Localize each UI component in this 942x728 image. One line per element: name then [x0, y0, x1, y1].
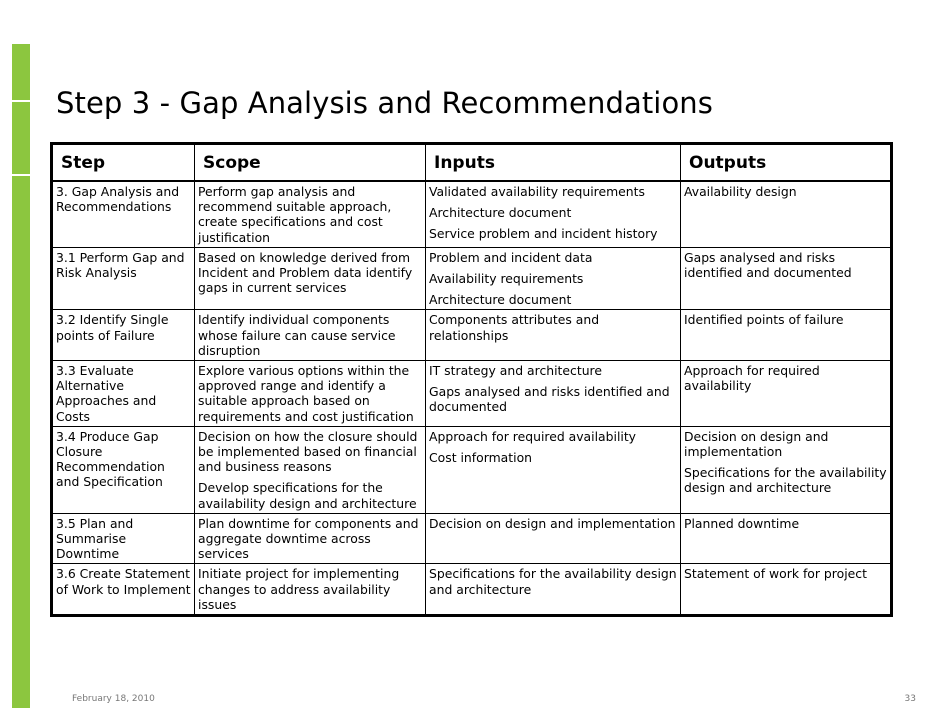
cell-outputs: [681, 247, 892, 310]
inputs-item: Gaps analysed and risks identified and documented: [429, 384, 670, 415]
table-row: [52, 181, 892, 247]
header-outputs: Outputs: [681, 144, 892, 182]
inputs-item: Specifications for the availability design and architecture: [429, 566, 677, 597]
cell-scope: [195, 564, 426, 616]
cell-outputs: [681, 181, 892, 247]
inputs-item: Architecture document: [429, 205, 572, 221]
cell-scope: [195, 361, 426, 427]
cell-step: 3.4 Produce Gap Closure Recommendation and Specification: [52, 426, 195, 513]
cell-step: 3.3 Evaluate Alternative Approaches and Costs: [52, 361, 195, 427]
cell-step: 3.2 Identify Single points of Failure: [52, 310, 195, 361]
cell-scope: [195, 426, 426, 513]
inputs-item: Cost information: [429, 450, 532, 466]
cell-step: 3.5 Plan and Summarise Downtime: [52, 513, 195, 564]
cell-inputs: [426, 310, 681, 361]
inputs-item: Components attributes and relationships: [429, 312, 600, 343]
cell-inputs: [426, 361, 681, 427]
gap-analysis-table: [50, 142, 893, 617]
header-inputs: Inputs: [426, 144, 681, 182]
outputs-item: Availability design: [684, 184, 797, 199]
inputs-item: Service problem and incident history: [429, 226, 658, 242]
cell-step: 3. Gap Analysis and Recommendations: [52, 181, 195, 247]
table-row: [52, 361, 892, 427]
inputs-item: Approach for required availability: [429, 428, 637, 444]
cell-outputs: [681, 564, 892, 616]
accent-bar-segment-bottom: [12, 176, 30, 708]
slide-title: Step 3 - Gap Analysis and Recommendations: [56, 86, 713, 120]
outputs-item: Identified points of failure: [684, 312, 844, 328]
cell-scope: [195, 181, 426, 247]
header-step: Step: [52, 144, 195, 182]
table-header-row: [52, 144, 892, 182]
scope-item: Develop specifications for the availability design and architecture: [198, 480, 417, 511]
outputs-item: Approach for required availability: [684, 363, 820, 394]
cell-step: 3.6 Create Statement of Work to Implement: [52, 564, 195, 616]
table-row: [52, 310, 892, 361]
cell-outputs: [681, 361, 892, 427]
table-body: [52, 181, 892, 616]
cell-inputs: [426, 513, 681, 564]
cell-outputs: [681, 310, 892, 361]
accent-bar: [12, 44, 30, 708]
table-row: [52, 247, 892, 310]
cell-inputs: [426, 181, 681, 247]
page-number: 33: [904, 694, 916, 704]
cell-outputs: [681, 513, 892, 564]
inputs-item: Decision on design and implementation: [429, 515, 676, 531]
outputs-item: Decision on design and implementation: [684, 428, 829, 460]
cell-scope: [195, 247, 426, 310]
cell-inputs: [426, 564, 681, 616]
footer-date: February 18, 2010: [72, 694, 155, 704]
scope-item: Initiate project for implementing changes to address availability issues: [198, 566, 400, 612]
scope-item: Decision on how the closure should be implemented based on financial and business reasons: [198, 428, 418, 475]
cell-scope: [195, 513, 426, 564]
table-row: [52, 426, 892, 513]
inputs-item: IT strategy and architecture: [429, 363, 603, 379]
outputs-item: Gaps analysed and risks identified and documented: [684, 249, 852, 281]
cell-scope: [195, 310, 426, 361]
inputs-item: Validated availability requirements: [429, 184, 645, 199]
cell-outputs: [681, 426, 892, 513]
scope-item: Perform gap analysis and recommend suitable approach, create specifications and cost justification: [198, 184, 392, 245]
accent-bar-segment-top: [12, 44, 30, 100]
scope-item: Explore various options within the approved range and identify a suitable approach based on requirements and cost justification: [198, 363, 414, 424]
cell-step: 3.1 Perform Gap and Risk Analysis: [52, 247, 195, 310]
scope-item: Based on knowledge derived from Incident and Problem data identify gaps in current services: [198, 249, 413, 296]
table-row: [52, 513, 892, 564]
header-scope: Scope: [195, 144, 426, 182]
outputs-item: Specifications for the availability design and architecture: [684, 465, 887, 496]
table-row: [52, 564, 892, 616]
scope-item: Plan downtime for components and aggregate downtime across services: [198, 515, 419, 562]
inputs-item: Architecture document: [429, 292, 572, 308]
inputs-item: Availability requirements: [429, 271, 584, 287]
accent-bar-segment-middle: [12, 102, 30, 174]
cell-inputs: [426, 426, 681, 513]
outputs-item: Statement of work for project: [684, 566, 867, 582]
scope-item: Identify individual components whose failure can cause service disruption: [198, 312, 396, 358]
outputs-item: Planned downtime: [684, 515, 800, 531]
cell-inputs: [426, 247, 681, 310]
inputs-item: Problem and incident data: [429, 249, 593, 265]
